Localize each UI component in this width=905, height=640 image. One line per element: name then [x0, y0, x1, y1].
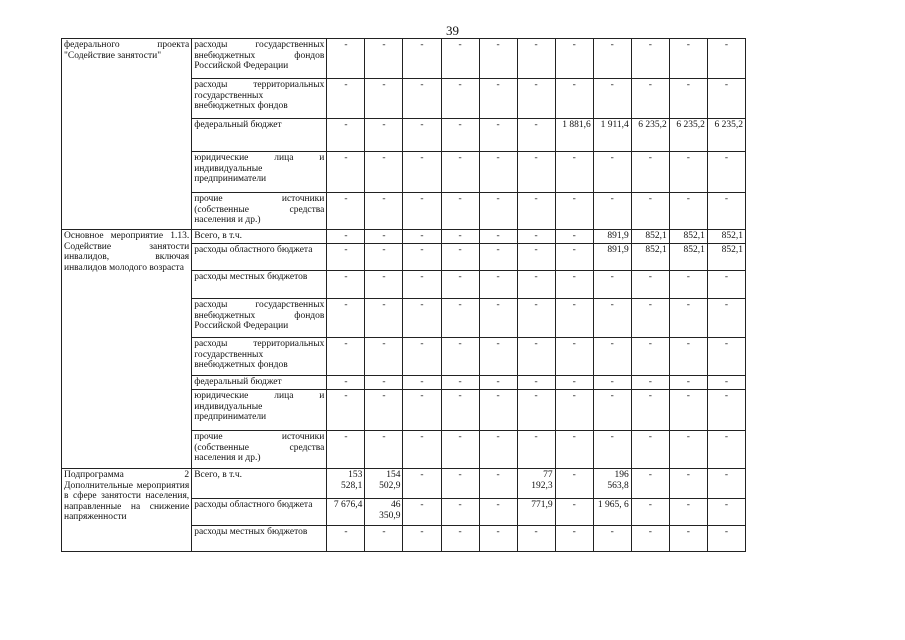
- value-cell: -: [441, 39, 479, 79]
- value-cell: -: [631, 526, 669, 552]
- value-cell: -: [365, 376, 403, 390]
- funding-source: расходы государственных внебюджетных фондов Российской Федерации: [192, 299, 327, 338]
- value-cell: -: [365, 390, 403, 431]
- value-cell: -: [403, 431, 441, 469]
- value-cell: -: [403, 119, 441, 152]
- value-cell: -: [669, 193, 707, 230]
- value-cell: -: [707, 271, 745, 299]
- value-cell: -: [365, 526, 403, 552]
- value-cell: -: [707, 79, 745, 119]
- table-body: [62, 39, 746, 552]
- value-cell: -: [327, 39, 365, 79]
- value-cell: -: [707, 376, 745, 390]
- value-cell: 852,1: [707, 244, 745, 271]
- value-cell: -: [707, 193, 745, 230]
- value-cell: -: [555, 390, 593, 431]
- value-cell: -: [479, 376, 517, 390]
- value-cell: -: [707, 390, 745, 431]
- value-cell: -: [441, 152, 479, 193]
- value-cell: -: [707, 526, 745, 552]
- value-cell: -: [365, 39, 403, 79]
- value-cell: 77 192,3: [517, 469, 555, 499]
- value-cell: -: [593, 79, 631, 119]
- value-cell: -: [403, 526, 441, 552]
- value-cell: -: [517, 152, 555, 193]
- value-cell: -: [327, 376, 365, 390]
- value-cell: -: [327, 119, 365, 152]
- value-cell: -: [403, 469, 441, 499]
- value-cell: -: [593, 152, 631, 193]
- value-cell: -: [517, 244, 555, 271]
- funding-source: расходы местных бюджетов: [192, 271, 327, 299]
- value-cell: -: [631, 499, 669, 526]
- value-cell: -: [593, 271, 631, 299]
- funding-source: юридические лица и индивидуальные предприниматели: [192, 152, 327, 193]
- value-cell: -: [707, 469, 745, 499]
- value-cell: -: [441, 499, 479, 526]
- value-cell: -: [555, 79, 593, 119]
- page-number: 39: [446, 23, 459, 38]
- value-cell: -: [517, 193, 555, 230]
- value-cell: -: [479, 299, 517, 338]
- funding-source: расходы территориальных государственных внебюджетных фондов: [192, 79, 327, 119]
- value-cell: -: [555, 526, 593, 552]
- funding-source: расходы местных бюджетов: [192, 526, 327, 552]
- value-cell: -: [707, 338, 745, 376]
- value-cell: -: [479, 526, 517, 552]
- value-cell: 153 528,1: [327, 469, 365, 499]
- value-cell: -: [479, 499, 517, 526]
- value-cell: -: [403, 376, 441, 390]
- value-cell: -: [517, 119, 555, 152]
- value-cell: -: [403, 271, 441, 299]
- value-cell: -: [479, 152, 517, 193]
- value-cell: -: [327, 299, 365, 338]
- value-cell: -: [555, 39, 593, 79]
- value-cell: -: [365, 193, 403, 230]
- value-cell: -: [707, 499, 745, 526]
- value-cell: -: [327, 271, 365, 299]
- value-cell: -: [327, 526, 365, 552]
- value-cell: -: [403, 79, 441, 119]
- value-cell: -: [669, 271, 707, 299]
- funding-source: расходы территориальных государственных внебюджетных фондов: [192, 338, 327, 376]
- value-cell: 7 676,4: [327, 499, 365, 526]
- value-cell: -: [365, 152, 403, 193]
- value-cell: -: [479, 271, 517, 299]
- value-cell: 771,9: [517, 499, 555, 526]
- value-cell: -: [593, 338, 631, 376]
- budget-table: [61, 38, 746, 552]
- funding-source: расходы государственных внебюджетных фондов Российской Федерации: [192, 39, 327, 79]
- funding-source: прочие источники (собственные средства населения и др.): [192, 193, 327, 230]
- funding-source: расходы областного бюджета: [192, 499, 327, 526]
- value-cell: -: [555, 193, 593, 230]
- value-cell: -: [441, 79, 479, 119]
- value-cell: -: [403, 390, 441, 431]
- value-cell: -: [555, 152, 593, 193]
- value-cell: -: [517, 299, 555, 338]
- value-cell: -: [707, 152, 745, 193]
- value-cell: -: [441, 526, 479, 552]
- value-cell: -: [669, 338, 707, 376]
- value-cell: 1 881,6: [555, 119, 593, 152]
- value-cell: -: [669, 299, 707, 338]
- value-cell: -: [479, 338, 517, 376]
- value-cell: -: [669, 79, 707, 119]
- value-cell: -: [517, 376, 555, 390]
- funding-source: расходы областного бюджета: [192, 244, 327, 271]
- value-cell: -: [707, 39, 745, 79]
- value-cell: 891,9: [593, 230, 631, 244]
- value-cell: -: [441, 469, 479, 499]
- value-cell: -: [365, 244, 403, 271]
- value-cell: -: [631, 152, 669, 193]
- section-name: федерального проекта "Содействие занятости": [62, 39, 192, 230]
- value-cell: -: [365, 119, 403, 152]
- value-cell: -: [403, 39, 441, 79]
- funding-source: федеральный бюджет: [192, 119, 327, 152]
- value-cell: -: [441, 271, 479, 299]
- value-cell: -: [479, 193, 517, 230]
- value-cell: -: [479, 79, 517, 119]
- value-cell: -: [593, 193, 631, 230]
- funding-source: Всего, в т.ч.: [192, 230, 327, 244]
- value-cell: -: [517, 431, 555, 469]
- section-name: Основное мероприятие 1.13. Содействие занятости инвалидов, включая инвалидов молодого возраста: [62, 230, 192, 469]
- value-cell: -: [593, 299, 631, 338]
- funding-source: юридические лица и индивидуальные предприниматели: [192, 390, 327, 431]
- value-cell: -: [403, 499, 441, 526]
- value-cell: -: [669, 39, 707, 79]
- value-cell: -: [441, 338, 479, 376]
- value-cell: -: [403, 244, 441, 271]
- value-cell: 46 350,9: [365, 499, 403, 526]
- value-cell: -: [517, 338, 555, 376]
- value-cell: -: [441, 193, 479, 230]
- value-cell: -: [479, 244, 517, 271]
- table-row: [62, 39, 746, 79]
- value-cell: -: [555, 244, 593, 271]
- value-cell: 852,1: [631, 230, 669, 244]
- value-cell: -: [517, 526, 555, 552]
- value-cell: -: [555, 230, 593, 244]
- value-cell: -: [593, 390, 631, 431]
- value-cell: -: [403, 152, 441, 193]
- value-cell: -: [441, 299, 479, 338]
- value-cell: 852,1: [669, 244, 707, 271]
- value-cell: -: [327, 193, 365, 230]
- table-row: [62, 469, 746, 499]
- value-cell: -: [555, 376, 593, 390]
- value-cell: 154 502,9: [365, 469, 403, 499]
- value-cell: -: [669, 499, 707, 526]
- value-cell: 6 235,2: [631, 119, 669, 152]
- value-cell: -: [403, 299, 441, 338]
- value-cell: -: [707, 431, 745, 469]
- value-cell: -: [327, 244, 365, 271]
- value-cell: -: [669, 431, 707, 469]
- value-cell: -: [327, 390, 365, 431]
- value-cell: -: [669, 152, 707, 193]
- value-cell: -: [669, 526, 707, 552]
- value-cell: -: [593, 39, 631, 79]
- value-cell: 852,1: [707, 230, 745, 244]
- value-cell: -: [517, 230, 555, 244]
- value-cell: 852,1: [631, 244, 669, 271]
- value-cell: -: [365, 230, 403, 244]
- value-cell: -: [631, 338, 669, 376]
- value-cell: -: [707, 299, 745, 338]
- value-cell: -: [593, 376, 631, 390]
- value-cell: 1 965, 6: [593, 499, 631, 526]
- value-cell: -: [593, 526, 631, 552]
- value-cell: -: [517, 79, 555, 119]
- value-cell: 196 563,8: [593, 469, 631, 499]
- value-cell: -: [403, 193, 441, 230]
- value-cell: -: [555, 499, 593, 526]
- value-cell: -: [479, 469, 517, 499]
- value-cell: -: [327, 338, 365, 376]
- value-cell: -: [631, 299, 669, 338]
- value-cell: -: [669, 469, 707, 499]
- value-cell: -: [441, 244, 479, 271]
- value-cell: -: [327, 79, 365, 119]
- value-cell: 6 235,2: [669, 119, 707, 152]
- value-cell: -: [517, 271, 555, 299]
- value-cell: -: [479, 230, 517, 244]
- value-cell: -: [631, 431, 669, 469]
- value-cell: -: [631, 376, 669, 390]
- value-cell: -: [631, 193, 669, 230]
- value-cell: -: [441, 390, 479, 431]
- value-cell: -: [327, 431, 365, 469]
- value-cell: -: [403, 338, 441, 376]
- value-cell: -: [555, 431, 593, 469]
- value-cell: -: [327, 152, 365, 193]
- value-cell: -: [517, 390, 555, 431]
- value-cell: -: [669, 390, 707, 431]
- value-cell: -: [479, 39, 517, 79]
- value-cell: -: [555, 271, 593, 299]
- value-cell: -: [403, 230, 441, 244]
- value-cell: 1 911,4: [593, 119, 631, 152]
- value-cell: -: [479, 431, 517, 469]
- value-cell: -: [517, 39, 555, 79]
- value-cell: -: [479, 390, 517, 431]
- value-cell: -: [631, 39, 669, 79]
- value-cell: -: [631, 271, 669, 299]
- value-cell: -: [365, 271, 403, 299]
- value-cell: -: [327, 230, 365, 244]
- value-cell: 852,1: [669, 230, 707, 244]
- value-cell: -: [555, 338, 593, 376]
- value-cell: 891,9: [593, 244, 631, 271]
- value-cell: -: [441, 230, 479, 244]
- funding-source: федеральный бюджет: [192, 376, 327, 390]
- value-cell: -: [631, 469, 669, 499]
- value-cell: -: [441, 376, 479, 390]
- table-row: [62, 230, 746, 244]
- funding-source: прочие источники (собственные средства населения и др.): [192, 431, 327, 469]
- value-cell: -: [365, 299, 403, 338]
- value-cell: 6 235,2: [707, 119, 745, 152]
- value-cell: -: [593, 431, 631, 469]
- value-cell: -: [441, 431, 479, 469]
- section-name: Подпрограмма 2 Дополнительные мероприятия в сфере занятости населения, направленные на снижение напряженности: [62, 469, 192, 552]
- value-cell: -: [441, 119, 479, 152]
- funding-source: Всего, в т.ч.: [192, 469, 327, 499]
- value-cell: -: [365, 431, 403, 469]
- value-cell: -: [555, 299, 593, 338]
- value-cell: -: [631, 390, 669, 431]
- value-cell: -: [555, 469, 593, 499]
- value-cell: -: [365, 338, 403, 376]
- value-cell: -: [365, 79, 403, 119]
- value-cell: -: [479, 119, 517, 152]
- value-cell: -: [631, 79, 669, 119]
- value-cell: -: [669, 376, 707, 390]
